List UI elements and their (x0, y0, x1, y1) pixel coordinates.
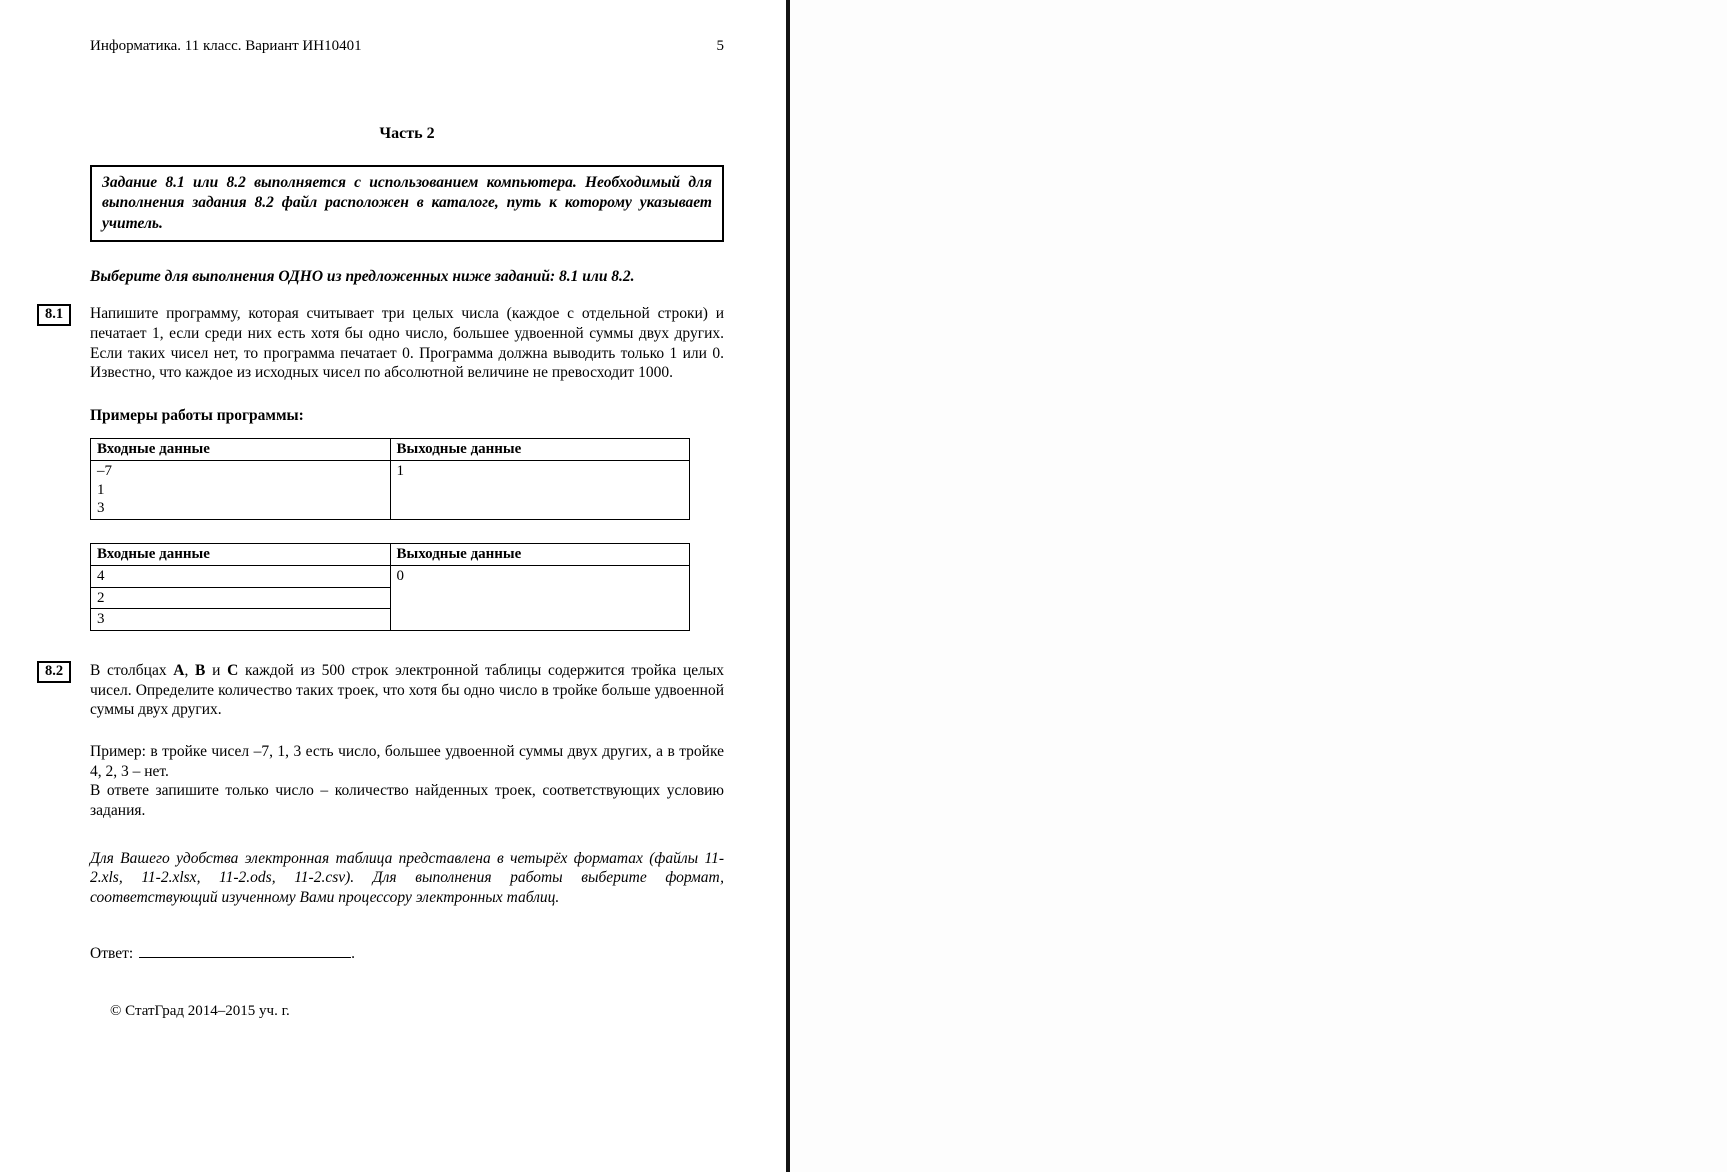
output-cell: 0 (390, 565, 690, 630)
task-8-1-text: Напишите программу, которая считывает три целых числа (каждое с отдельной строки) и печатает 1, если среди них есть хотя бы одно число, большее удвоенной суммы двух других. Если таких чисел нет, то программа печатает 0. Программа должна выводить только 1 или 0. Известно, что каждое из исходных чисел по абсолютной величине не превосходит 1000. (90, 305, 724, 382)
task-8-2-text (90, 661, 724, 720)
text-part: В столбцах (90, 662, 174, 680)
answer-period: . (351, 944, 356, 962)
examples-title: Примеры работы программы: (90, 407, 304, 425)
answer-line (90, 944, 724, 963)
input-line: –7 (97, 462, 112, 479)
output-cell: 1 (390, 460, 690, 519)
table-header-row (91, 439, 690, 461)
input-cell: 3 (91, 609, 391, 631)
table-row (91, 460, 690, 519)
footer-copyright: © СтатГрад 2014–2015 уч. г. (110, 1003, 290, 1019)
formats-note: Для Вашего удобства электронная таблица представлена в четырёх форматах (файлы 11-2.xls, 11-2.xlsx, 11-2.ods, 11-2.csv). Для выполнения работы выберите формат, соответствующий изученному Вами процессору электронных таблиц. (90, 849, 724, 907)
input-cell (91, 460, 391, 519)
answer-instruction-paragraph: В ответе запишите только число – количество найденных троек, соответствующих условию задания. (90, 782, 724, 820)
answer-blank (139, 944, 351, 958)
next-page-blank (790, 0, 1727, 1172)
example-table-2 (90, 543, 690, 631)
input-line: 1 (97, 481, 105, 498)
column-a-label: А (173, 662, 185, 680)
part-title: Часть 2 (379, 125, 435, 142)
input-cell: 2 (91, 587, 391, 609)
output-header: Выходные данные (390, 439, 690, 461)
example-table-1 (90, 438, 690, 520)
example-paragraph: Пример: в тройке чисел –7, 1, 3 есть число, большее удвоенной суммы двух других, а в тройке 4, 2, 3 – нет. (90, 743, 724, 780)
table-row (91, 565, 690, 587)
column-b-label: В (195, 662, 206, 680)
page-header (90, 38, 724, 55)
header-title: Информатика. 11 класс. Вариант ИН10401 (90, 38, 362, 54)
document-page (0, 0, 786, 1172)
task-8-1-number: 8.1 (37, 304, 71, 326)
column-c-label: С (227, 662, 239, 680)
answer-label: Ответ: (90, 944, 134, 962)
text-part: и (205, 662, 228, 680)
text-part: каждой из 500 строк электронной таблицы содержится тройка целых чисел. Определите количество таких троек, что хотя бы одно число в тройке больше удвоенной суммы двух других. (90, 662, 725, 719)
task-8-1 (45, 304, 724, 383)
task-8-2 (45, 661, 725, 963)
page-number: 5 (716, 38, 724, 54)
notice-box: Задание 8.1 или 8.2 выполняется с использованием компьютера. Необходимый для выполнения задания 8.2 файл расположен в каталоге, путь к которому указывает учитель. (90, 165, 724, 242)
choose-instruction: Выберите для выполнения ОДНО из предложенных ниже заданий: 8.1 или 8.2. (90, 268, 635, 286)
table-header-row (91, 544, 690, 566)
input-header: Входные данные (91, 544, 391, 566)
input-line: 3 (97, 500, 105, 517)
task-8-2-number: 8.2 (37, 661, 71, 683)
output-header: Выходные данные (390, 544, 690, 566)
text-part: , (184, 662, 196, 680)
input-cell: 4 (91, 565, 391, 587)
input-header: Входные данные (91, 439, 391, 461)
